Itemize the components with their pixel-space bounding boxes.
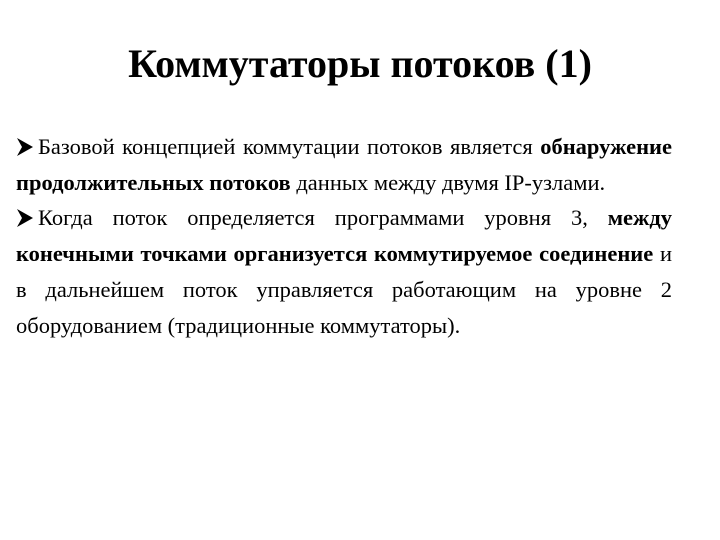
slide-body — [16, 129, 672, 343]
bullet-item-2 — [16, 200, 672, 343]
bullet-item-1 — [16, 129, 672, 200]
slide-title: Коммутаторы потоков (1) — [128, 41, 592, 86]
bullet-1-tail-text: данных между двумя IP-узлами. — [290, 169, 606, 195]
bullet-1-bold-text: обнаружение продолжительных потоков — [16, 134, 672, 195]
arrow-bullet-icon — [16, 137, 34, 157]
bullet-2-bold-text: между конечными точками организуется коммутируемое соединение — [16, 205, 672, 267]
bullet-1-text: Базовой концепцией коммутации потоков является — [38, 134, 541, 159]
bullet-2-tail-text: и в дальнейшем поток управляется работающим на уровне 2 оборудованием (традиционные коммутаторы). — [16, 241, 672, 338]
arrow-bullet-icon — [16, 208, 34, 228]
bullet-2-text: Когда поток определяется программами уровня 3, — [38, 205, 608, 231]
